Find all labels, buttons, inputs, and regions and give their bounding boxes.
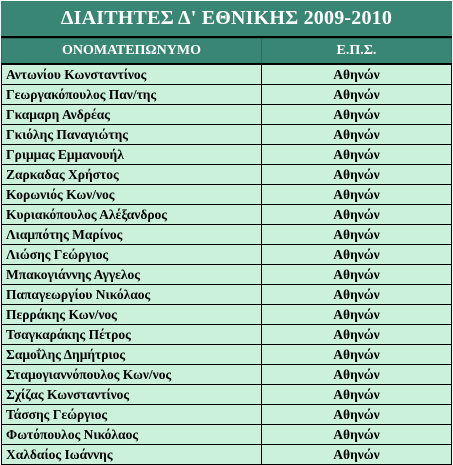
table-row: [2, 64, 452, 85]
table-row: [2, 405, 452, 425]
referee-name: Γκιόλης Παναγιώτης: [2, 125, 262, 145]
referee-eps: Αθηνών: [262, 345, 452, 365]
table-header-row: [2, 39, 452, 65]
referee-name: Κυριακόπουλος Αλέξανδρος: [2, 205, 262, 225]
referee-eps: Αθηνών: [262, 385, 452, 405]
table-row: [2, 205, 452, 225]
column-header-eps: Ε.Π.Σ.: [262, 39, 452, 65]
referee-eps: Αθηνών: [262, 425, 452, 445]
referee-name: Μπακογιάννης Αγγελος: [2, 265, 262, 285]
table-row: [2, 185, 452, 205]
referee-eps: Αθηνών: [262, 225, 452, 245]
referee-name: Ζαρκαδας Χρήστος: [2, 165, 262, 185]
referee-eps: Αθηνών: [262, 285, 452, 305]
table-row: [2, 165, 452, 185]
referee-name: Λιώσης Γεώργιος: [2, 245, 262, 265]
referee-name: Γεωργακόπουλος Παν/της: [2, 85, 262, 105]
referee-name: Παπαγεωργίου Νικόλαος: [2, 285, 262, 305]
referee-name: Χαλδαίος Ιωάννης: [2, 445, 262, 465]
referee-name: Σαμοΐλης Δημήτριος: [2, 345, 262, 365]
table-body: [2, 64, 452, 465]
table-row: [2, 425, 452, 445]
table-row: [2, 125, 452, 145]
table-row: [2, 85, 452, 105]
table-row: [2, 365, 452, 385]
referee-eps: Αθηνών: [262, 165, 452, 185]
referee-name: Τάσσης Γεώργιος: [2, 405, 262, 425]
referee-eps: Αθηνών: [262, 405, 452, 425]
referee-name: Τσαγκαράκης Πέτρος: [2, 325, 262, 345]
table-row: [2, 325, 452, 345]
table-row: [2, 225, 452, 245]
referee-eps: Αθηνών: [262, 185, 452, 205]
referee-name: Λιαμπότης Μαρίνος: [2, 225, 262, 245]
referees-table: [1, 38, 452, 465]
column-header-name: ΟΝΟΜΑΤΕΠΩΝΥΜΟ: [2, 39, 262, 65]
referee-eps: Αθηνών: [262, 64, 452, 85]
table-row: [2, 105, 452, 125]
sheet-title: ΔΙΑΙΤΗΤΕΣ Δ' ΕΘΝΙΚΗΣ 2009-2010: [1, 1, 452, 38]
referee-name: Κορωνιός Κων/νος: [2, 185, 262, 205]
table-row: [2, 385, 452, 405]
referee-eps: Αθηνών: [262, 205, 452, 225]
referee-eps: Αθηνών: [262, 145, 452, 165]
referee-eps: Αθηνών: [262, 305, 452, 325]
referee-eps: Αθηνών: [262, 365, 452, 385]
referee-name: Αντωνίου Κωνσταντίνος: [2, 64, 262, 85]
table-row: [2, 145, 452, 165]
table-row: [2, 265, 452, 285]
referee-name: Σταμογιαννόπουλος Κων/νος: [2, 365, 262, 385]
table-row: [2, 305, 452, 325]
referee-name: Φωτόπουλος Νικόλαος: [2, 425, 262, 445]
referee-eps: Αθηνών: [262, 125, 452, 145]
referee-name: Σχίζας Κωνσταντίνος: [2, 385, 262, 405]
referee-name: Περράκης Κων/νος: [2, 305, 262, 325]
referee-eps: Αθηνών: [262, 325, 452, 345]
referee-name: Γκαμαρη Ανδρέας: [2, 105, 262, 125]
table-row: [2, 245, 452, 265]
referee-eps: Αθηνών: [262, 445, 452, 465]
referee-eps: Αθηνών: [262, 85, 452, 105]
referee-eps: Αθηνών: [262, 265, 452, 285]
table-row: [2, 285, 452, 305]
table-row: [2, 345, 452, 365]
referee-name: Γριμμας Εμμανουήλ: [2, 145, 262, 165]
referee-eps: Αθηνών: [262, 105, 452, 125]
referee-eps: Αθηνών: [262, 245, 452, 265]
